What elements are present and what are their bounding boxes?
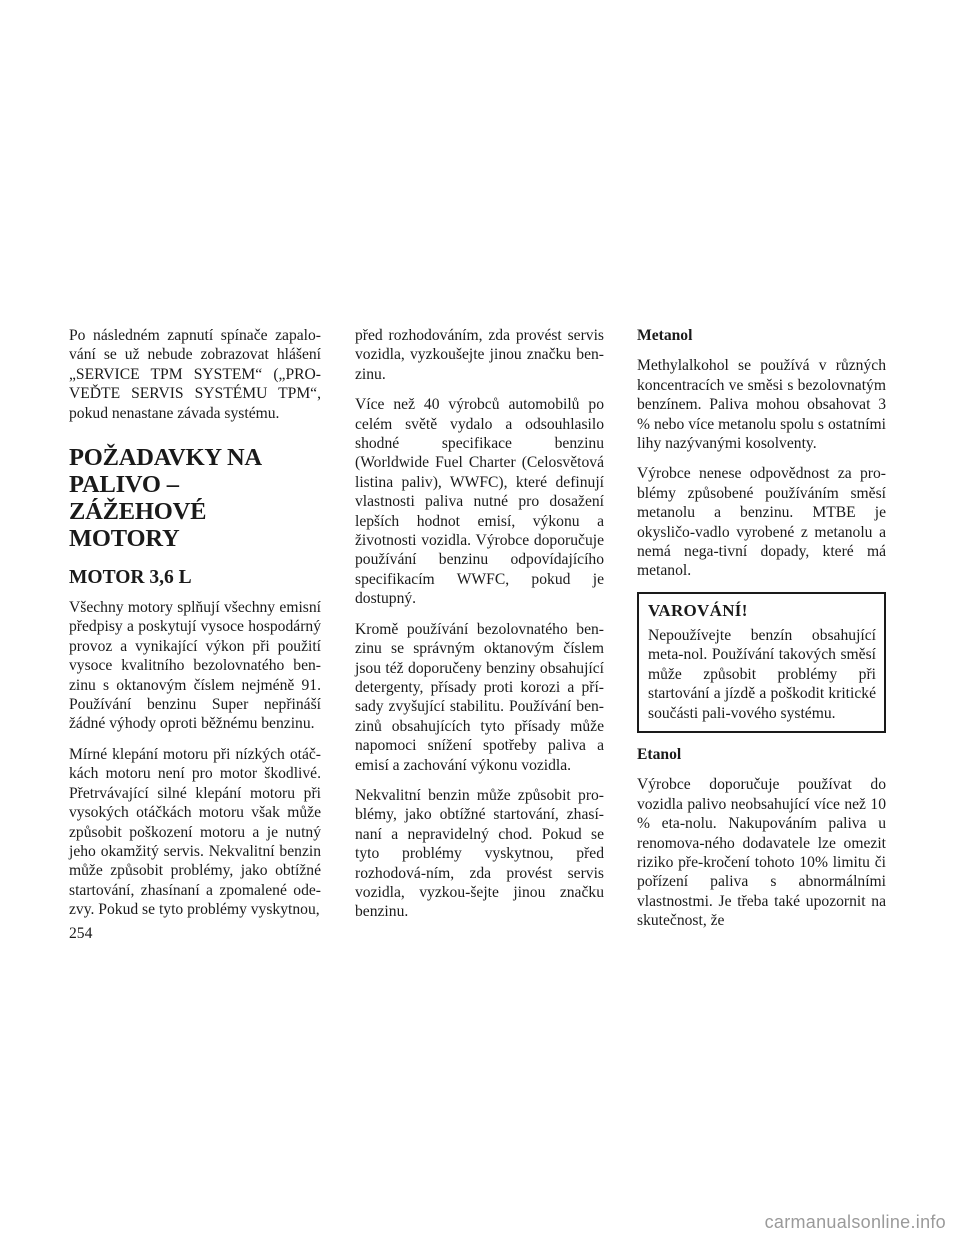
column-left: [69, 326, 321, 931]
warning-title: VAROVÁNÍ!: [648, 600, 748, 620]
paragraph: Všechny motory splňují všechny emisní předpisy a poskytují vysoce hospodárný provoz a vynikající výkon při použití vysoce kvalitního bezolovnatého ben-zinu s oktanovým číslem nejméně 91. Používání benzinu Super nepřináší žádné výhody oproti běžnému benzinu.: [69, 599, 321, 733]
etanol-heading: Etanol: [637, 745, 682, 763]
paragraph: Výrobce doporučuje používat do vozidla palivo neobsahující více než 10 % eta-nolu. Nakupováním paliva u renomova-ného dodavatele lze omezit riziko pře-kročení tohoto 10% limitu či pořízení paliva s abnormálními vlastnostmi. Je třeba také upozornit na skutečnost, že: [637, 776, 886, 930]
section-heading: POŽADAVKY NA PALIVO – ZÁŽEHOVÉ MOTORY: [69, 444, 261, 553]
paragraph: Více než 40 výrobců automobilů po celém světě vydalo a odsouhlasilo shodné specifikace benzinu (Worldwide Fuel Charter (Celosvětová listina paliv), WWFC), které definují vlastnosti paliva nutné pro dosažení lepších hodnot emisí, výkonu a životnosti vozidla. Výrobce doporučuje používání benzinu odpovídajícího specifikacím WWFC, pokud je dostupný.: [355, 396, 604, 608]
paragraph: před rozhodováním, zda provést servis vozidla, vyzkoušejte jinou značku ben-zinu.: [355, 327, 604, 383]
paragraph: Výrobce nenese odpovědnost za pro-blémy způsobené používáním směsí metanolu a benzinu. MTBE je okysličo-vadlo vyrobené z metanolu a nemá nega-tivní dopady, které má metanol.: [637, 465, 886, 580]
column-right: [637, 326, 886, 942]
watermark: carmanualsonline.info: [764, 1212, 946, 1232]
paragraph: Mírné klepání motoru při nízkých otáč-kách motoru není pro motor škodlivé. Přetrvávající silné klepání motoru při vysokých otáčkách motoru však může způsobit poškození motoru a je nutný jeho okamžitý servis. Nekvalitní benzin může způsobit problémy, jako obtížné startování, zhasínaní a zpomalené ode-zvy. Pokud se tyto problémy vyskytnou,: [69, 745, 321, 919]
metanol-heading: Metanol: [637, 327, 693, 344]
warning-box: [637, 592, 886, 733]
warning-text: Nepoužívejte benzín obsahující meta-nol. Používání takových směsí může způsobit problémy při startování a jízdě a poškodit kritické součásti pali-vového systému.: [648, 626, 876, 722]
paragraph: Kromě používání bezolovnatého ben-zinu se správným oktanovým číslem jsou též doporučeny benziny obsahující detergenty, přísady proti korozi a pří-sady zvyšující stabilitu. Používání ben-zinů obsahujících tyto přísady může napomoci snížení spotřeby paliva a emisí a zachování výkonu vozidla.: [355, 620, 604, 774]
paragraph: Methylalkohol se používá v různých koncentracích ve směsi s bezolovnatým benzínem. Paliva mohou obsahovat 3 % nebo více metanolu spolu s ostatními lihy nazývanými kosolventy.: [637, 357, 886, 453]
paragraph: Nekvalitní benzin může způsobit pro-blémy, jako obtížné startování, zhasí-naní a nepravidelný chod. Pokud se tyto problémy vyskytnou, před rozhodová-ním, zda provést servis vozidla, vyzkou-šejte jinou značku benzinu.: [355, 786, 604, 921]
column-middle: [355, 326, 604, 933]
subsection-heading: MOTOR 3,6 L: [69, 567, 192, 589]
paragraph: Po následném zapnutí spínače zapalo-vání se už nebude zobrazovat hlášení „SERVICE TPM SYSTEM“ („PRO-VEĎTE SERVIS SYSTÉMU TPM“, pokud nenastane závada systému.: [69, 327, 321, 422]
page-number: 254: [69, 925, 93, 942]
